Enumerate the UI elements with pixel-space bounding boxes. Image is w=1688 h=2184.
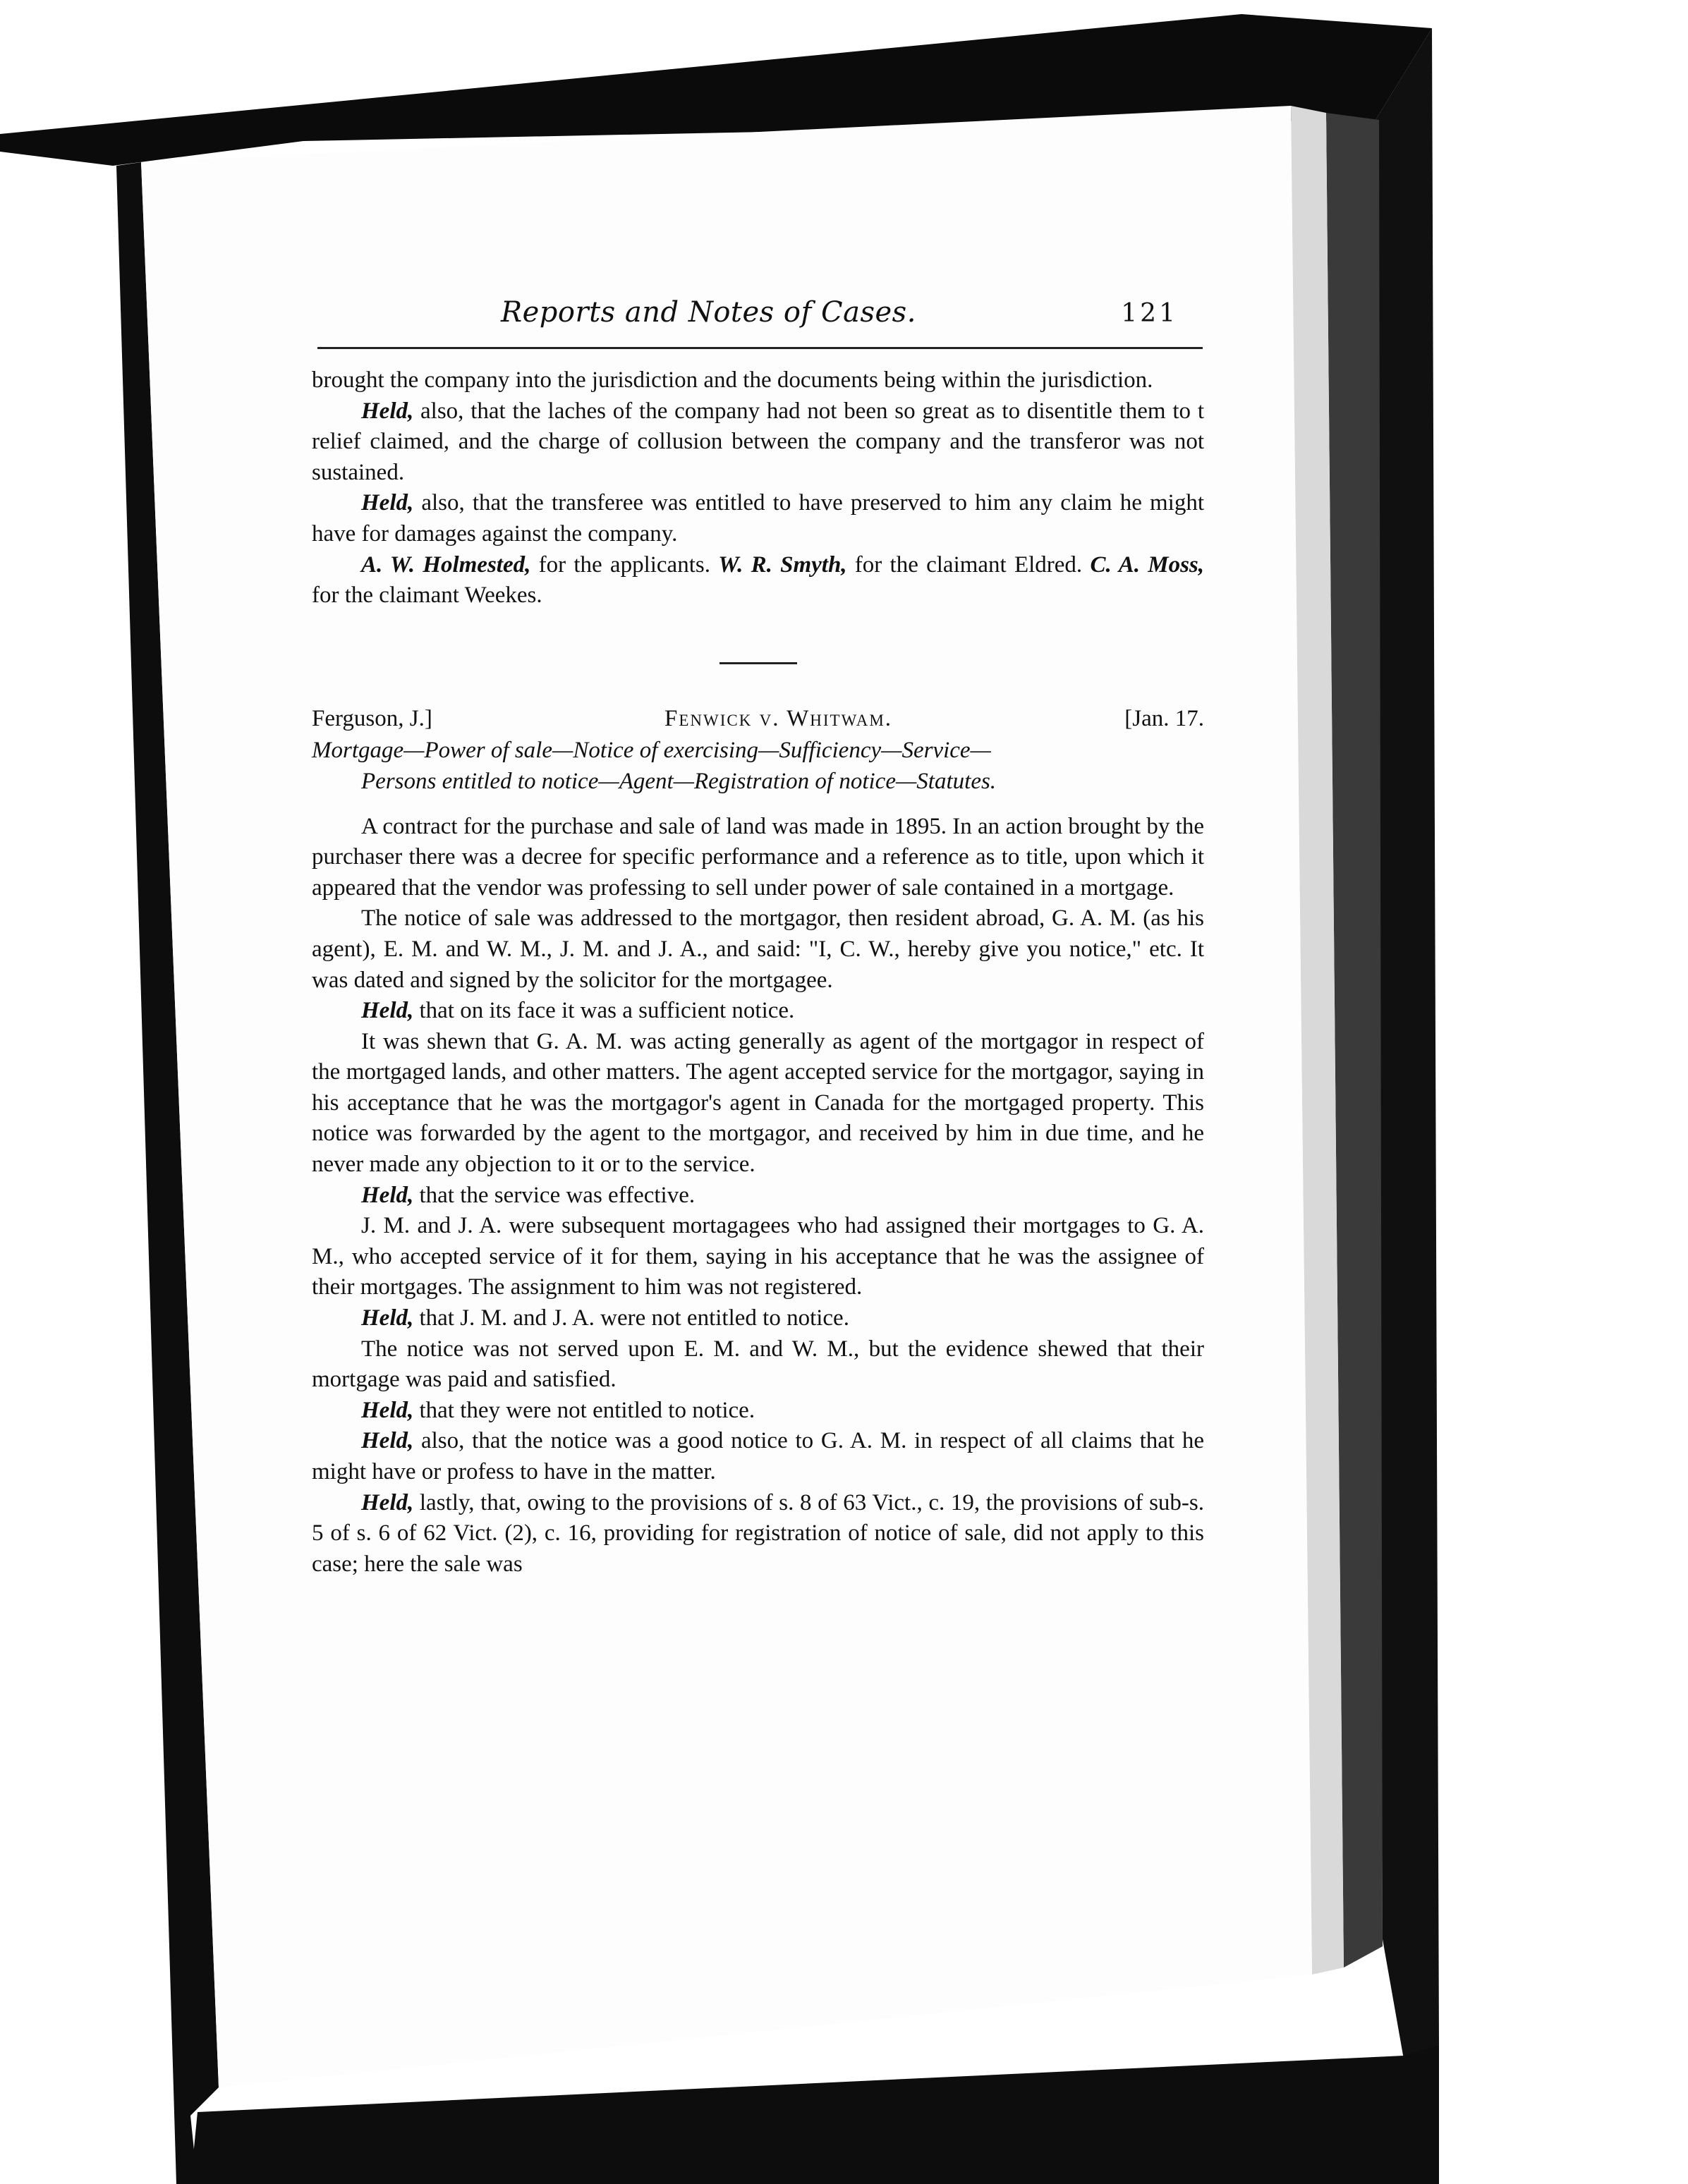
- headnote-text: also, that the notice was a good notice to G. A. M. in respect of all claims that he might have or profess to have in the matter.: [312, 1428, 1204, 1484]
- headnote-paragraph: [312, 1334, 1204, 1396]
- held-label: Held,: [361, 398, 414, 424]
- held-paragraph: [312, 1181, 1204, 1212]
- headnote-text: that on its face it was a sufficient notice.: [413, 998, 795, 1024]
- held-label: Held,: [361, 1397, 414, 1423]
- headnote-paragraph: [312, 1211, 1204, 1303]
- counsel-role: for the claimant Weekes.: [312, 582, 542, 609]
- held-label: Held,: [361, 490, 414, 516]
- held-paragraph: [312, 1303, 1204, 1334]
- headnote-text: The notice of sale was addressed to the mortgagor, then resident abroad, G. A. M. (as his agent), E. M. and W. M., J. M. and J. A., and said: "I, C. W., hereby give you notice," etc. It was dated and signed by the solicitor for the mortgagee.: [312, 905, 1204, 993]
- held-paragraph: [312, 396, 1204, 489]
- headnote-text: lastly, that, owing to the provisions of s. 8 of 63 Vict., c. 19, the provisions of sub-s. 5 of s. 6 of 62 Vict. (2), c. 16, providing for registration of notice of sale, did not apply to this case; here the sale was: [312, 1489, 1204, 1577]
- catchwords-line: Mortgage—Power of sale—Notice of exercising—Sufficiency—Service—: [312, 738, 991, 764]
- running-header: [296, 296, 1178, 346]
- page-number: 121: [1121, 299, 1178, 328]
- held-paragraph: [312, 1426, 1204, 1487]
- headnote-text: It was shewn that G. A. M. was acting generally as agent of the mortgagor in respect of the mortgaged lands, and other matters. The agent accepted service for the mortgagor, saying in his acceptance that he was the mortgagor's agent in Canada for the mortgaged property. This notice was forwarded by the agent to the mortgagor, and received by him in due time, and he never made any objection to it or to the service.: [312, 1028, 1204, 1178]
- counsel-role: for the claimant Eldred.: [846, 551, 1091, 578]
- held-label: Held,: [361, 1305, 414, 1331]
- headnote: [312, 812, 1204, 1580]
- case-caption: [312, 704, 1204, 735]
- headnote-paragraph: [312, 812, 1204, 904]
- headnote-text: that the service was effective.: [413, 1182, 696, 1208]
- header-rule: [317, 347, 1203, 349]
- running-title: Reports and Notes of Cases.: [501, 296, 916, 329]
- headnote-paragraph: [312, 903, 1204, 996]
- catchwords-line: Persons entitled to notice—Agent—Registration of notice—Statutes.: [361, 768, 997, 794]
- case-date: [Jan. 17.: [1124, 705, 1204, 731]
- right-book-edge: [1376, 28, 1439, 2059]
- held-label: Held,: [361, 1428, 414, 1454]
- book-page: [296, 261, 1234, 1876]
- held-text: also, that the transferee was entitled to have preserved to him any claim he might have for damages against the company.: [312, 490, 1204, 547]
- held-paragraph: [312, 488, 1204, 549]
- case-name: Fenwick v. Whitwam.: [664, 705, 893, 731]
- counsel-paragraph: [312, 550, 1204, 611]
- held-label: Held,: [361, 1182, 414, 1208]
- headnote-text: A contract for the purchase and sale of land was made in 1895. In an action brought by the purchaser there was a decree for specific performance and a reference as to title, upon which it appeared that the vendor was professing to sell under power of sale contained in a mortgage.: [312, 813, 1204, 901]
- headnote-text: that they were not entitled to notice.: [413, 1397, 755, 1423]
- counsel-role: for the applicants.: [530, 551, 719, 578]
- held-paragraph: [312, 1488, 1204, 1580]
- counsel-name: W. R. Smyth,: [718, 551, 847, 578]
- counsel-name: C. A. Moss,: [1090, 551, 1205, 578]
- page-body: [312, 365, 1204, 1580]
- headnote-text: The notice was not served upon E. M. and W. M., but the evidence shewed that their mortgage was paid and satisfied.: [312, 1336, 1204, 1393]
- carryover-paragraph: brought the company into the jurisdiction and the documents being within the jurisdiction.: [312, 367, 1153, 393]
- held-label: Held,: [361, 998, 414, 1024]
- headnote-paragraph: [312, 1027, 1204, 1181]
- spacer: [312, 798, 1204, 812]
- held-text: also, that the laches of the company had not been so great as to disentitle them to t relief claimed, and the charge of collusion between the company and the transferor was not sustained.: [312, 398, 1204, 485]
- section-divider: [719, 662, 797, 664]
- held-paragraph: [312, 996, 1204, 1027]
- held-label: Held,: [361, 1489, 414, 1515]
- held-paragraph: [312, 1396, 1204, 1427]
- counsel-name: A. W. Holmested,: [361, 551, 531, 578]
- case-judge: Ferguson, J.]: [312, 705, 432, 731]
- headnote-text: J. M. and J. A. were subsequent mortagagees who had assigned their mortgages to G. A. M., who accepted service of it for them, saying in his acceptance that he was the assignee of their mortgages. The assignment to him was not registered.: [312, 1213, 1204, 1300]
- catchwords: [312, 736, 1204, 797]
- headnote-text: that J. M. and J. A. were not entitled to notice.: [413, 1305, 849, 1331]
